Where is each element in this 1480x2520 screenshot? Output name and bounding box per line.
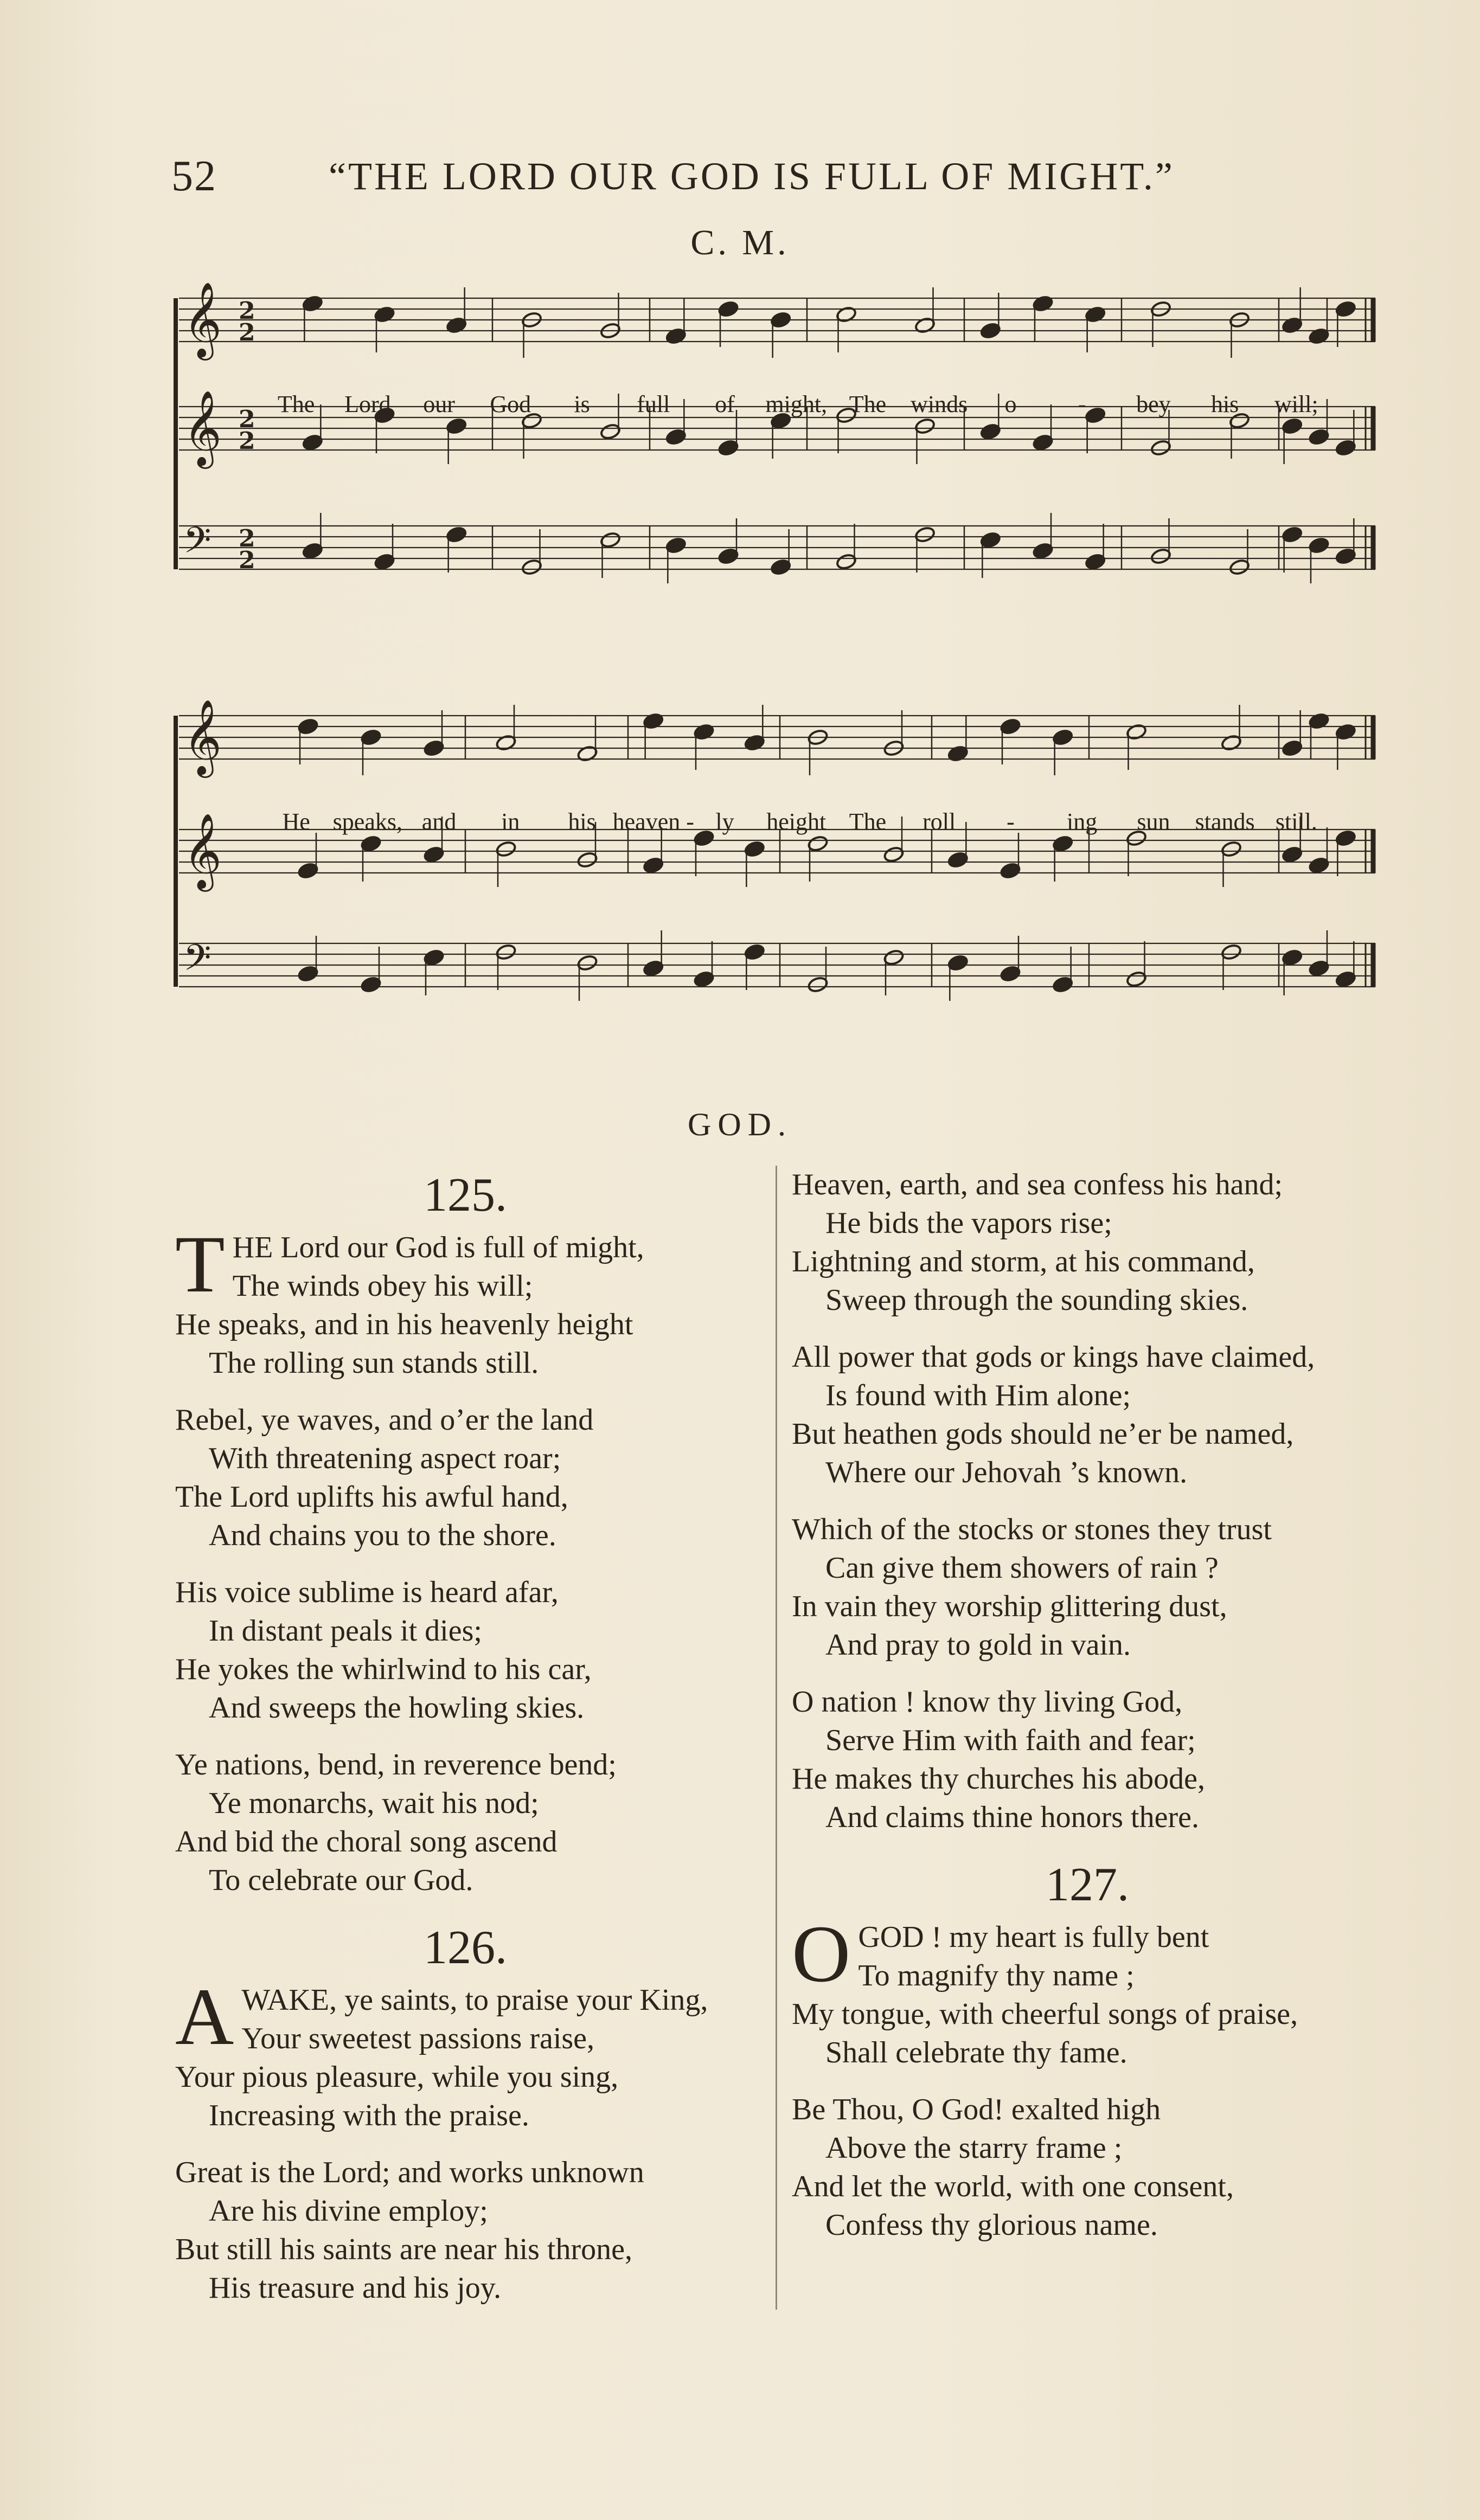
verse-line: Is found with Him alone; (825, 1379, 1131, 1412)
hymn-125-stanza-4 (175, 1746, 755, 1900)
page-number: 52 (171, 152, 217, 200)
verse-line: And chains you to the shore. (209, 1519, 556, 1552)
time-signature-icon: 2 (239, 319, 255, 346)
hymn-125-stanza-7 (792, 1510, 1383, 1664)
dropcap: T (175, 1219, 225, 1309)
hymn-number-127: 127. (1046, 1859, 1129, 1911)
lyric-word: The (849, 391, 887, 417)
verse-line: But heathen gods should ne’er be named, (792, 1417, 1294, 1451)
music-score (172, 282, 1382, 1073)
verse-line: Where our Jehovah ’s known. (825, 1456, 1188, 1489)
verse-line: In vain they worship glittering dust, (792, 1590, 1227, 1623)
hymn-127-stanza-2 (792, 2091, 1383, 2245)
time-signature-icon: 2 (239, 297, 255, 325)
lyric-word: He (282, 808, 310, 835)
verse-line: The winds obey his will; (232, 1269, 533, 1303)
verse-line: Your pious pleasure, while you sing, (175, 2060, 619, 2094)
time-signature-icon: 2 (239, 406, 255, 433)
verse-line: To celebrate our God. (209, 1863, 473, 1897)
lyric-word: speaks, (332, 808, 402, 835)
first-line: GOD ! my heart is fully bent (858, 1920, 1209, 1954)
time-signature-icon: 2 (239, 427, 255, 455)
hymn-number-125: 125. (424, 1169, 507, 1222)
verse-line: In distant peals it dies; (209, 1614, 482, 1648)
verse-line: O nation ! know thy living God, (792, 1685, 1183, 1719)
hymn-125-stanza-5 (792, 1166, 1383, 1320)
dropcap: A (175, 1972, 234, 2062)
verse-line: All power that gods or kings have claimed, (792, 1340, 1315, 1374)
lyric-word: will; (1274, 391, 1318, 417)
hymn-125-stanza-1 (175, 1219, 755, 1383)
treble-clef-icon: 𝄞 (183, 813, 222, 889)
lyric-word: Lord (344, 391, 391, 417)
verse-line: Increasing with the praise. (209, 2099, 529, 2132)
verse-line: And sweeps the howling skies. (209, 1691, 585, 1725)
hymn-126-stanza-1 (175, 1972, 755, 2135)
treble-clef-icon: 𝄞 (183, 699, 222, 775)
verse-line: Ye monarchs, wait his nod; (209, 1786, 539, 1820)
lyric-word: his (568, 808, 596, 835)
verse-line: Great is the Lord; and works unknown (175, 2156, 644, 2189)
lyric-word: height (766, 808, 827, 835)
verse-line: Shall celebrate thy fame. (825, 2036, 1127, 2069)
lyric-word: God (490, 391, 531, 417)
hymn-127-stanza-1 (792, 1909, 1383, 2072)
verse-line: The rolling sun stands still. (209, 1346, 539, 1380)
lyric-word: of (715, 391, 735, 417)
lyric-word: stands (1195, 808, 1255, 835)
lyric-word: - (1078, 391, 1086, 417)
hymn-126-stanza-2 (175, 2153, 755, 2307)
verse-line: He bids the vapors rise; (825, 1206, 1112, 1240)
right-column (792, 1166, 1383, 2263)
verse-line: He yokes the whirlwind to his car, (175, 1653, 592, 1686)
bass-clef-icon: 𝄢 (183, 519, 212, 570)
hymn-number-126: 126. (424, 1921, 507, 1974)
treble-clef-icon: 𝄞 (183, 390, 222, 466)
verse-line: The Lord uplifts his awful hand, (175, 1480, 568, 1514)
verse-line: But still his saints are near his throne, (175, 2233, 632, 2266)
lyric-word: in (501, 808, 520, 835)
lyric-word: is (574, 391, 590, 417)
verse-line: Your sweetest passions raise, (241, 2022, 595, 2055)
dropcap: O (792, 1909, 851, 1999)
verse-line: And claims thine honors there. (825, 1801, 1199, 1834)
meter-label: C. M. (690, 223, 790, 262)
verse-line: My tongue, with cheerful songs of praise, (792, 1997, 1298, 2031)
verse-line: Ye nations, bend, in reverence bend; (175, 1748, 617, 1782)
lyric-word: bey (1136, 391, 1171, 417)
lyric-word: still. (1275, 808, 1317, 835)
lyric-word: o (1004, 391, 1017, 417)
lyric-word: roll (922, 808, 956, 835)
left-column (175, 1166, 755, 2326)
verse-line: Serve Him with faith and fear; (825, 1724, 1196, 1757)
verse-line: And let the world, with one consent, (792, 2170, 1234, 2203)
treble-clef-icon: 𝄞 (183, 282, 222, 357)
verse-line: With threatening aspect roar; (209, 1442, 561, 1475)
verse-line: Rebel, ye waves, and o’er the land (175, 1403, 594, 1437)
lyric-word: - (1007, 808, 1015, 835)
bass-clef-icon: 𝄢 (183, 937, 212, 987)
verse-line: And pray to gold in vain. (825, 1628, 1131, 1662)
hymn-tune-title: “THE LORD OUR GOD IS FULL OF MIGHT.” (329, 155, 1175, 198)
time-signature-icon: 2 (239, 525, 255, 552)
section-title: GOD. (688, 1107, 792, 1142)
verse-line: Heaven, earth, and sea confess his hand; (792, 1168, 1283, 1201)
score-svg (172, 282, 1382, 1073)
lyric-word: might, (765, 391, 828, 417)
verse-line: Be Thou, O God! exalted high (792, 2093, 1161, 2126)
verse-line: His voice sublime is heard afar, (175, 1576, 559, 1609)
verse-line: And bid the choral song ascend (175, 1825, 558, 1859)
verse-line: He speaks, and in his heavenly height (175, 1308, 633, 1341)
column-divider (776, 1166, 777, 2310)
hymn-125-stanza-6 (792, 1338, 1383, 1492)
verse-line: Above the starry frame ; (825, 2131, 1123, 2165)
verse-line: He makes thy churches his abode, (792, 1762, 1205, 1796)
lyric-word: full (637, 391, 670, 417)
hymn-125-stanza-8 (792, 1683, 1383, 1837)
lyric-word: heaven - (612, 808, 694, 835)
verse-line: Sweep through the sounding skies. (825, 1283, 1248, 1317)
lyric-word: ing (1067, 808, 1098, 835)
lyric-word: ly (715, 808, 734, 835)
verse-line: Are his divine employ; (209, 2194, 488, 2228)
verse-line: Which of the stocks or stones they trust (792, 1513, 1272, 1546)
verse-line: To magnify thy name ; (858, 1959, 1135, 1992)
hymn-125-stanza-3 (175, 1573, 755, 1727)
lyric-word: our (423, 391, 455, 417)
lyric-word: winds (911, 391, 968, 417)
verse-line: Confess thy glorious name. (825, 2208, 1158, 2242)
lyric-word: The (849, 808, 887, 835)
lyric-word: his (1210, 391, 1239, 417)
lyric-word: sun (1137, 808, 1170, 835)
verse-line: Can give them showers of rain ? (825, 1551, 1219, 1585)
verse-line: His treasure and his joy. (209, 2271, 502, 2305)
lyric-word: and (421, 808, 457, 835)
page-header (171, 152, 1381, 217)
first-line: HE Lord our God is full of might, (232, 1231, 644, 1264)
first-line: WAKE, ye saints, to praise your King, (241, 1983, 708, 2017)
time-signature-icon: 2 (239, 547, 255, 574)
verse-line: Lightning and storm, at his command, (792, 1245, 1255, 1278)
hymn-125-stanza-2 (175, 1401, 755, 1555)
lyric-word: The (277, 391, 315, 417)
